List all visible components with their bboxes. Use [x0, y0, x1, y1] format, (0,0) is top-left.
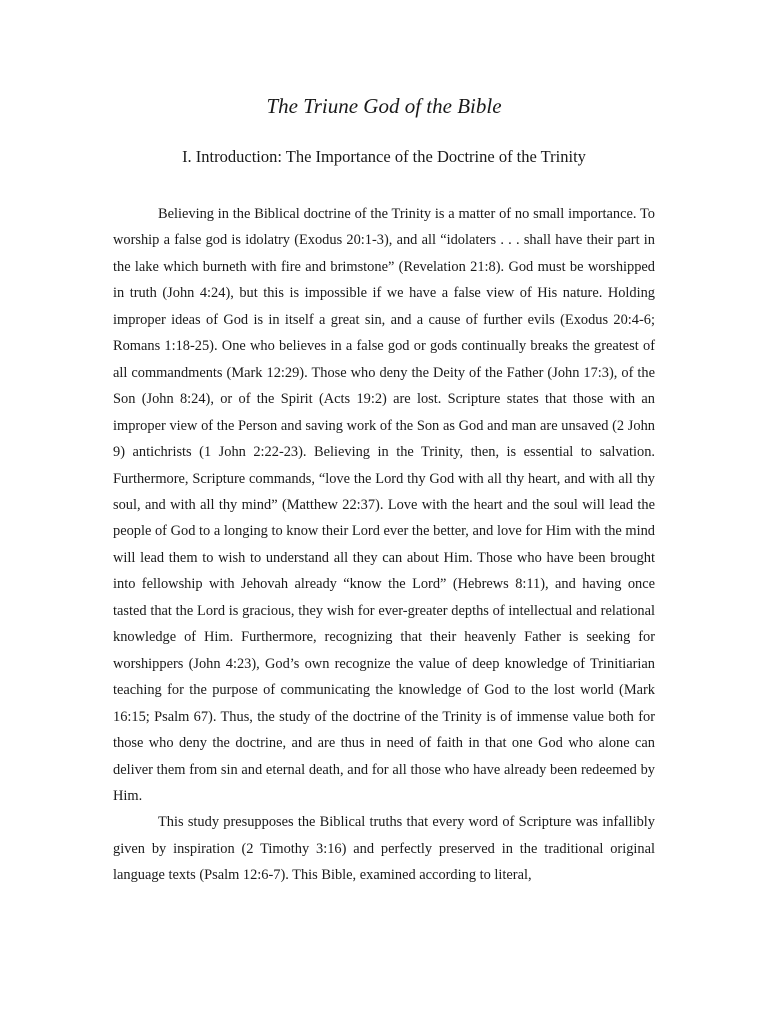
body-text [113, 201, 655, 889]
paragraph: Believing in the Biblical doctrine of the Trinity is a matter of no small importance. To worship a false god is idolatry (Exodus 20:1-3), and all “idolaters . . . shall have their part in the lake which burneth with fire and brimstone” (Revelation 21:8). God must be worshipped in truth (John 4:24), but this is impossible if we have a false view of His nature. Holding improper ideas of God is in itself a great sin, and a cause of further evils (Exodus 20:4-6; Romans 1:18-25). One who believes in a false god or gods continually breaks the greatest of all commandments (Mark 12:29). Those who deny the Deity of the Father (John 17:3), of the Son (John 8:24), or of the Spirit (Acts 19:2) are lost. Scripture states that those with an improper view of the Person and saving work of the Son as God and man are unsaved (2 John 9) antichrists (1 John 2:22-23). Believing in the Trinity, then, is essential to salvation. Furthermore, Scripture commands, “love the Lord thy God with all thy heart, and with all thy soul, and with all thy mind” (Matthew 22:37). Love with the heart and the soul will lead the people of God to a longing to know their Lord ever the better, and love for Him with the mind will lead them to wish to understand all they can about Him. Those who have been brought into fellowship with Jehovah already “know the Lord” (Hebrews 8:11), and having once tasted that the Lord is gracious, they wish for ever-greater depths of intellectual and relational knowledge of Him. Furthermore, recognizing that their heavenly Father is seeking for worshippers (John 4:23), God’s own recognize the value of deep knowledge of Trinitiarian teaching for the purpose of communicating the knowledge of God to the lost world (Mark 16:15; Psalm 67). Thus, the study of the doctrine of the Trinity is of immense value both for those who deny the doctrine, and are thus in need of faith in that one God who alone can deliver them from sin and eternal death, and for all those who have already been redeemed by Him. [113, 206, 655, 804]
paragraph: This study presupposes the Biblical truths that every word of Scripture was infallibly given by inspiration (2 Timothy 3:16) and perfectly preserved in the traditional original language texts (Psalm 12:6-7). This Bible, examined according to literal, [113, 814, 655, 884]
section-heading: I. Introduction: The Importance of the Doctrine of the Trinity [182, 147, 586, 166]
document-title: The Triune God of the Bible [266, 94, 502, 118]
